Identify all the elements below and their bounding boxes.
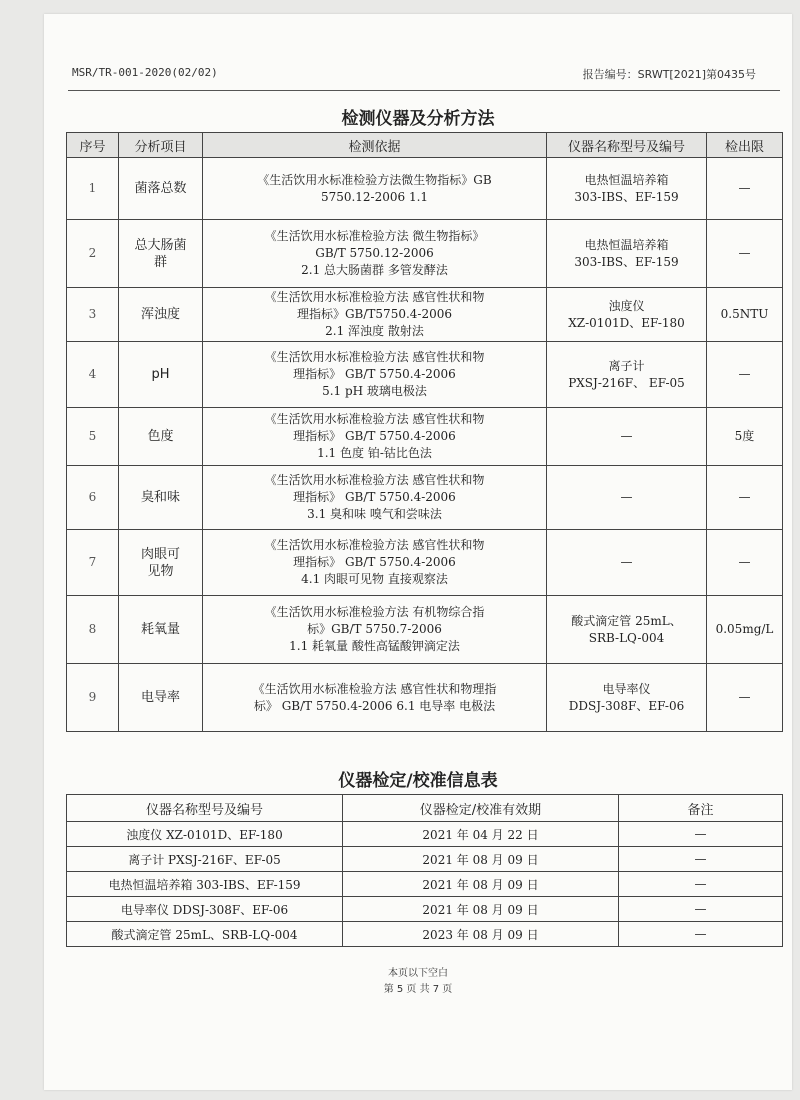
test-basis-cell	[203, 220, 547, 288]
calibration-row	[67, 872, 783, 897]
cal-valid-date: 2021 年 08 月 09 日	[343, 897, 619, 922]
cal-note: —	[619, 922, 783, 947]
instrument-line: XZ-0101D、EF-180	[568, 315, 685, 330]
instrument-cell	[547, 664, 707, 732]
calibration-row	[67, 922, 783, 947]
row-number: 2	[88, 246, 97, 260]
row-number-cell	[67, 408, 119, 466]
methods-row	[67, 288, 783, 342]
analysis-item-cell	[119, 342, 203, 408]
test-basis-line: 1.1 色度 铂-钴比色法	[317, 446, 432, 460]
detection-limit-cell	[707, 596, 783, 664]
test-basis-cell	[203, 288, 547, 342]
col-header-instrument: 仪器名称型号及编号	[547, 133, 707, 158]
cal-col-header-note: 备注	[619, 795, 783, 822]
analysis-item-cell	[119, 288, 203, 342]
cal-note: —	[619, 822, 783, 847]
test-basis-line: 5.1 pH 玻璃电极法	[322, 384, 427, 398]
cal-instrument: 离子计 PXSJ-216F、EF-05	[67, 847, 343, 872]
instrument-line: PXSJ-216F、 EF-05	[568, 375, 685, 390]
col-header-limit: 检出限	[707, 133, 783, 158]
analysis-item-line: 浑浊度	[140, 307, 180, 322]
test-basis-line: 标》GB/T 5750.7-2006	[307, 622, 442, 636]
detection-limit: —	[738, 490, 751, 504]
analysis-item-line: 肉眼可	[140, 546, 180, 562]
analysis-item-line: 总大肠菌	[134, 237, 187, 253]
analysis-item-line: pH	[151, 367, 170, 382]
instrument-line: 浊度仪	[608, 298, 645, 313]
test-basis-line: 理指标》GB/T5750.4-2006	[296, 307, 453, 321]
detection-limit-cell	[707, 664, 783, 732]
instrument-cell	[547, 220, 707, 288]
test-basis-line: GB/T 5750.12-2006	[315, 246, 434, 260]
col-header-basis: 检测依据	[203, 133, 547, 158]
detection-limit-cell	[707, 158, 783, 220]
analysis-item-line: 耗氧量	[140, 622, 180, 637]
detection-limit: 0.5NTU	[720, 307, 769, 321]
analysis-item-line: 菌落总数	[134, 181, 187, 196]
row-number: 1	[88, 181, 97, 195]
methods-header-row	[67, 133, 783, 158]
cal-valid-date: 2021 年 04 月 22 日	[343, 822, 619, 847]
col-header-no: 序号	[67, 133, 119, 158]
header-rule	[68, 90, 780, 91]
instrument-line: —	[620, 490, 633, 504]
col-header-item: 分析项目	[119, 133, 203, 158]
row-number: 6	[88, 490, 97, 504]
test-basis-line: 标》 GB/T 5750.4-2006 6.1 电导率 电极法	[253, 698, 496, 713]
row-number: 5	[88, 429, 97, 443]
report-page	[44, 14, 792, 1090]
instrument-cell	[547, 158, 707, 220]
instrument-cell	[547, 342, 707, 408]
methods-row	[67, 530, 783, 596]
test-basis-line: 理指标》 GB/T 5750.4-2006	[293, 555, 456, 569]
test-basis-line: 《生活饮用水标准检验方法 感官性状和物理指	[252, 681, 497, 696]
detection-limit: —	[738, 367, 751, 381]
cal-valid-date: 2023 年 08 月 09 日	[343, 922, 619, 947]
detection-limit-cell	[707, 530, 783, 596]
instrument-line: —	[620, 555, 633, 569]
instrument-line: 电热恒温培养箱	[584, 237, 669, 252]
analysis-item-cell	[119, 530, 203, 596]
test-basis-cell	[203, 664, 547, 732]
analysis-item-cell	[119, 596, 203, 664]
blank-note: 本页以下空白	[388, 968, 448, 979]
test-basis-line: 2.1 总大肠菌群 多管发酵法	[301, 263, 448, 277]
test-basis-line: 《生活饮用水标准检验方法 感官性状和物	[264, 350, 485, 364]
test-basis-cell	[203, 342, 547, 408]
detection-limit: —	[738, 246, 751, 260]
row-number-cell	[67, 664, 119, 732]
detection-limit: —	[738, 690, 751, 704]
row-number-cell	[67, 220, 119, 288]
page-info: 第 5 页 共 7 页	[383, 984, 453, 995]
calibration-title: 仪器检定/校准信息表	[338, 771, 498, 791]
methods-row	[67, 158, 783, 220]
test-basis-line: 1.1 耗氧量 酸性高锰酸钾滴定法	[289, 639, 460, 653]
cal-col-header-instrument: 仪器名称型号及编号	[67, 795, 343, 822]
analysis-item-line: 臭和味	[140, 490, 180, 505]
methods-table	[66, 132, 783, 732]
test-basis-line: 5750.12-2006 1.1	[320, 189, 429, 204]
cal-instrument: 电导率仪 DDSJ-308F、EF-06	[67, 897, 343, 922]
row-number: 3	[88, 307, 97, 321]
analysis-item-cell	[119, 408, 203, 466]
test-basis-line: 《生活饮用水标准检验方法 感官性状和物	[264, 290, 485, 304]
row-number-cell	[67, 158, 119, 220]
row-number-cell	[67, 596, 119, 664]
cal-instrument: 酸式滴定管 25mL、SRB-LQ-004	[67, 922, 343, 947]
test-basis-cell	[203, 530, 547, 596]
cal-note: —	[619, 872, 783, 897]
test-basis-line: 《生活饮用水标准检验方法 微生物指标》	[264, 229, 485, 243]
detection-limit-cell	[707, 220, 783, 288]
analysis-item-line: 群	[153, 254, 167, 270]
row-number-cell	[67, 342, 119, 408]
form-code: MSR/TR-001-2020(02/02)	[72, 66, 218, 79]
instrument-cell	[547, 596, 707, 664]
test-basis-line: 理指标》 GB/T 5750.4-2006	[293, 490, 456, 504]
instrument-cell	[547, 466, 707, 530]
calibration-header-row	[67, 795, 783, 822]
detection-limit-cell	[707, 288, 783, 342]
row-number-cell	[67, 466, 119, 530]
test-basis-cell	[203, 596, 547, 664]
methods-row	[67, 664, 783, 732]
instrument-cell	[547, 530, 707, 596]
cal-note: —	[619, 847, 783, 872]
cal-valid-date: 2021 年 08 月 09 日	[343, 847, 619, 872]
test-basis-line: 理指标》 GB/T 5750.4-2006	[293, 367, 456, 381]
row-number: 8	[88, 622, 97, 636]
analysis-item-line: 见物	[147, 563, 174, 579]
calibration-table	[66, 794, 783, 947]
test-basis-line: 《生活饮用水标准检验方法 感官性状和物	[264, 538, 485, 552]
cal-note: —	[619, 897, 783, 922]
analysis-item-cell	[119, 158, 203, 220]
analysis-item-line: 电导率	[140, 690, 180, 705]
detection-limit-cell	[707, 466, 783, 530]
detection-limit: —	[738, 555, 751, 569]
calibration-row	[67, 822, 783, 847]
instrument-line: 303-IBS、EF-159	[574, 254, 679, 269]
test-basis-line: 《生活饮用水标准检验方法 感官性状和物	[264, 412, 485, 426]
test-basis-cell	[203, 408, 547, 466]
instrument-line: —	[620, 429, 633, 443]
instrument-line: SRB-LQ-004	[588, 630, 665, 645]
detection-limit: 0.05mg/L	[715, 622, 774, 636]
instrument-line: 303-IBS、EF-159	[574, 189, 679, 204]
calibration-row	[67, 897, 783, 922]
cal-instrument: 浊度仪 XZ-0101D、EF-180	[67, 822, 343, 847]
row-number: 7	[88, 555, 97, 569]
cal-valid-date: 2021 年 08 月 09 日	[343, 872, 619, 897]
methods-row	[67, 596, 783, 664]
analysis-item-line: 色度	[147, 429, 174, 444]
test-basis-line: 2.1 浑浊度 散射法	[325, 324, 424, 338]
cal-col-header-valid: 仪器检定/校准有效期	[343, 795, 619, 822]
detection-limit: 5度	[734, 429, 755, 443]
cal-instrument: 电热恒温培养箱 303-IBS、EF-159	[67, 872, 343, 897]
methods-row	[67, 220, 783, 288]
test-basis-line: 4.1 肉眼可见物 直接观察法	[301, 572, 448, 586]
instrument-line: 电导率仪	[602, 681, 651, 696]
methods-row	[67, 466, 783, 530]
calibration-row	[67, 847, 783, 872]
test-basis-line: 理指标》 GB/T 5750.4-2006	[293, 429, 456, 443]
report-number: 报告编号：SRWT[2021]第0435号	[582, 68, 756, 81]
instrument-cell	[547, 408, 707, 466]
methods-row	[67, 408, 783, 466]
methods-row	[67, 342, 783, 408]
methods-title: 检测仪器及分析方法	[341, 109, 495, 129]
instrument-line: DDSJ-308F、EF-06	[568, 698, 685, 713]
detection-limit-cell	[707, 342, 783, 408]
detection-limit-cell	[707, 408, 783, 466]
test-basis-cell	[203, 158, 547, 220]
instrument-line: 电热恒温培养箱	[584, 172, 669, 187]
detection-limit: —	[738, 181, 751, 195]
analysis-item-cell	[119, 664, 203, 732]
analysis-item-cell	[119, 220, 203, 288]
instrument-cell	[547, 288, 707, 342]
test-basis-line: 《生活饮用水标准检验方法 有机物综合指	[264, 605, 485, 619]
row-number-cell	[67, 530, 119, 596]
test-basis-line: 3.1 臭和味 嗅气和尝味法	[307, 507, 442, 521]
row-number: 4	[88, 367, 97, 381]
instrument-line: 酸式滴定管 25mL、	[571, 613, 682, 628]
test-basis-cell	[203, 466, 547, 530]
analysis-item-cell	[119, 466, 203, 530]
test-basis-line: 《生活饮用水标准检验方法 感官性状和物	[264, 473, 485, 487]
row-number: 9	[88, 690, 97, 704]
test-basis-line: 《生活饮用水标准检验方法微生物指标》GB	[257, 172, 492, 187]
row-number-cell	[67, 288, 119, 342]
instrument-line: 离子计	[608, 358, 645, 373]
